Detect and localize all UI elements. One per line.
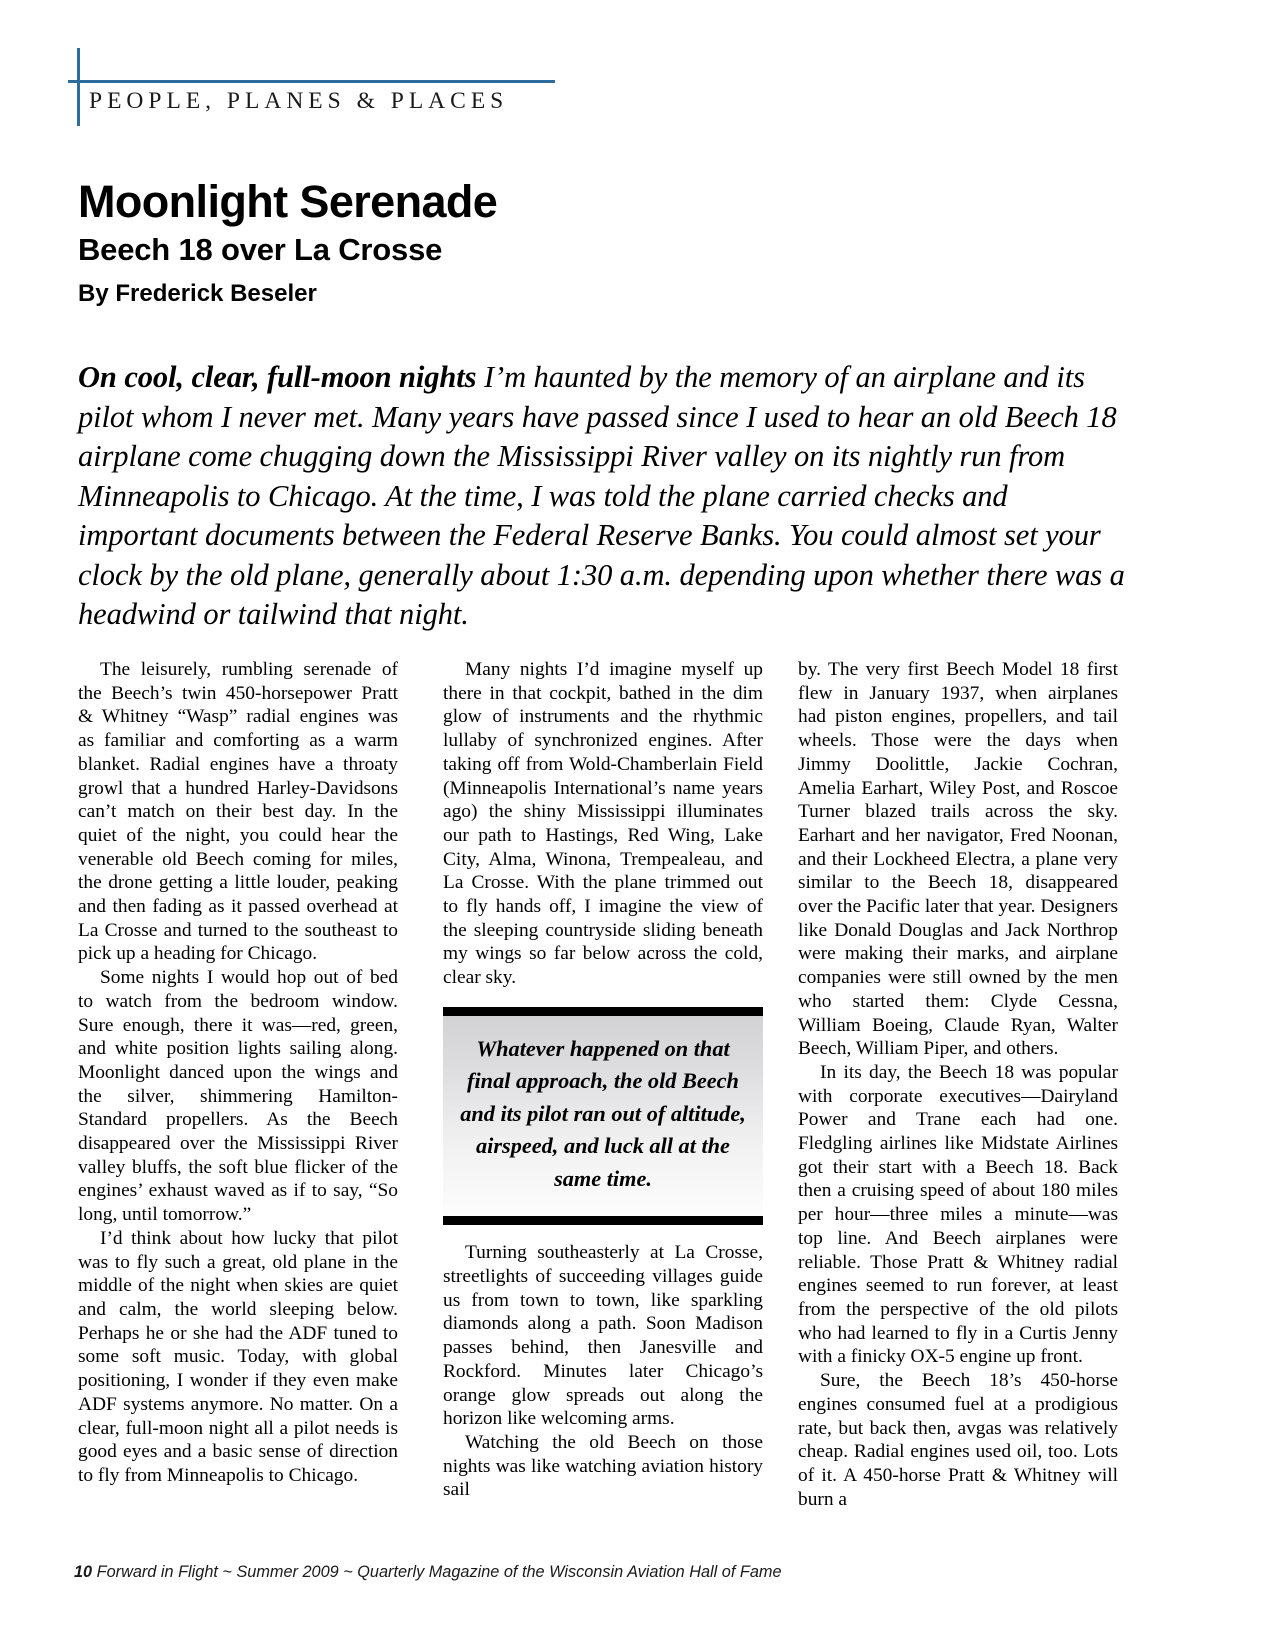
paragraph: Some nights I would hop out of bed to watch from the bedroom window. Sure enough, there it was—red, green, and white position lights sailing along. Moonlight danced upon the wings and the silver, shimmering Hamilton-Standard propellers. As the Beech disappeared over the Mississippi River valley bluffs, the soft blue flicker of the engines’ exhaust waved as if to say, “So long, until tomorrow.” [78,967,398,1226]
section-kicker: PEOPLE, PLANES & PLACES [89,88,509,114]
pull-quote-text: Whatever happened on that final approach, the old Beech and its pilot ran out of altitude, airspeed, and luck all at the same time. [460,1035,746,1191]
article-deck [78,358,1133,635]
column-two [443,658,763,1502]
paragraph: I’d think about how lucky that pilot was to fly such a great, old plane in the middle of the night when skies are quiet and calm, the world sleeping below. Perhaps he or she had the ADF tuned to some soft music. Today, with global positioning, I wonder if they even make ADF systems anymore. No matter. On a clear, full-moon night all a pilot needs is good eyes and a basic sense of direction to fly from Minneapolis to Chicago. [78,1227,398,1486]
article-subhead: Beech 18 over La Crosse [78,232,443,267]
running-header [68,48,1178,130]
footer-rule [72,1546,1177,1547]
page-number: 10 [74,1563,93,1581]
column-three [798,658,1118,1511]
paragraph: Sure, the Beech 18’s 450-horse engines consumed fuel at a prodigious rate, but back then, avgas was relatively cheap. Radial engines used oil, too. Lots of it. A 450-horse Pratt & Whitney will burn a [798,1370,1118,1510]
paragraph: The leisurely, rumbling serenade of the Beech’s twin 450-horsepower Pratt & Whitney “Wasp” radial engines was as familiar and comforting as a warm blanket. Radial engines have a throaty growl that a hundred Harley-Davidsons can’t match on their best day. In the quiet of the night, you could hear the venerable old Beech coming for miles, the drone getting a little louder, peaking and then fading as it passed overhead at La Crosse and turned to the southeast to pick up a heading for Chicago. [78,659,398,965]
paragraph: In its day, the Beech 18 was popular with corporate executives—Dairyland Power and Trane each had one. Fledgling airlines like Midstate Airlines got their start with a Beech 18. Back then a cruising speed of about 180 miles per hour—three miles a minute—was top line. And Beech airplanes were reliable. Those Pratt & Whitney radial engines seemed to run forever, at least from the perspective of the old pilots who had learned to fly in a Curtis Jenny with a finicky OX-5 engine up front. [798,1061,1118,1368]
paragraph: Many nights I’d imagine myself up there in that cockpit, bathed in the dim glow of instruments and the rhythmic lullaby of synchronized engines. After taking off from Wold-Chamberlain Field (Minneapolis International’s name years ago) the shiny Mississippi illuminates our path to Hastings, Red Wing, Lake City, Alma, Winona, Trempealeau, and La Crosse. With the plane trimmed out to fly hands off, I imagine the view of the sleeping countryside sliding beneath my wings so far below across the cold, clear sky. [443,659,763,989]
page-footer [74,1562,1174,1582]
paragraph: Watching the old Beech on those nights was like watching aviation history sail [443,1431,763,1501]
article-headline: Moonlight Serenade [78,176,498,227]
article-byline: By Frederick Beseler [78,280,317,307]
pull-quote-box [443,1007,763,1226]
header-vertical-rule [77,48,80,126]
paragraph: by. The very first Beech Model 18 first flew in January 1937, when airplanes had piston engines, propellers, and tail wheels. Those were the days when Jimmy Doolittle, Jackie Cochran, Amelia Earhart, Wiley Post, and Roscoe Turner blazed trails across the sky. Earhart and her navigator, Fred Noonan, and their Lockheed Electra, a plane very similar to the Beech 18, disappeared over the Pacific later that year. Designers like Donald Douglas and Jack Northrop were making their marks, and airplane companies were still owned by the men who started them: Clyde Cessna, William Boeing, Claude Ryan, Walter Beech, William Piper, and others. [798,659,1118,1060]
title-block [78,178,1168,309]
footer-text: Forward in Flight ~ Summer 2009 ~ Quarterly Magazine of the Wisconsin Aviation Hall of Fame [92,1563,782,1581]
body-columns [78,658,1168,1510]
deck-body: I’m haunted by the memory of an airplane and its pilot whom I never met. Many years have passed since I used to hear an old Beech 18 airplane come chugging down the Mississippi River valley on its nightly run from Minneapolis to Chicago. At the time, I was told the plane carried checks and important documents between the Federal Reserve Banks. You could almost set your clock by the old plane, generally about 1:30 a.m. depending upon whether there was a headwind or tailwind that night. [78,360,1125,631]
deck-lead-in: On cool, clear, full-moon nights [78,360,477,394]
paragraph: Turning southeasterly at La Crosse, streetlights of succeeding villages guide us from town to town, like sparkling diamonds along a path. Soon Madison passes behind, then Janesville and Rockford. Minutes later Chicago’s orange glow spreads out along the horizon like welcoming arms. [443,1242,763,1430]
header-horizontal-rule [68,80,555,83]
column-one [78,658,398,1488]
